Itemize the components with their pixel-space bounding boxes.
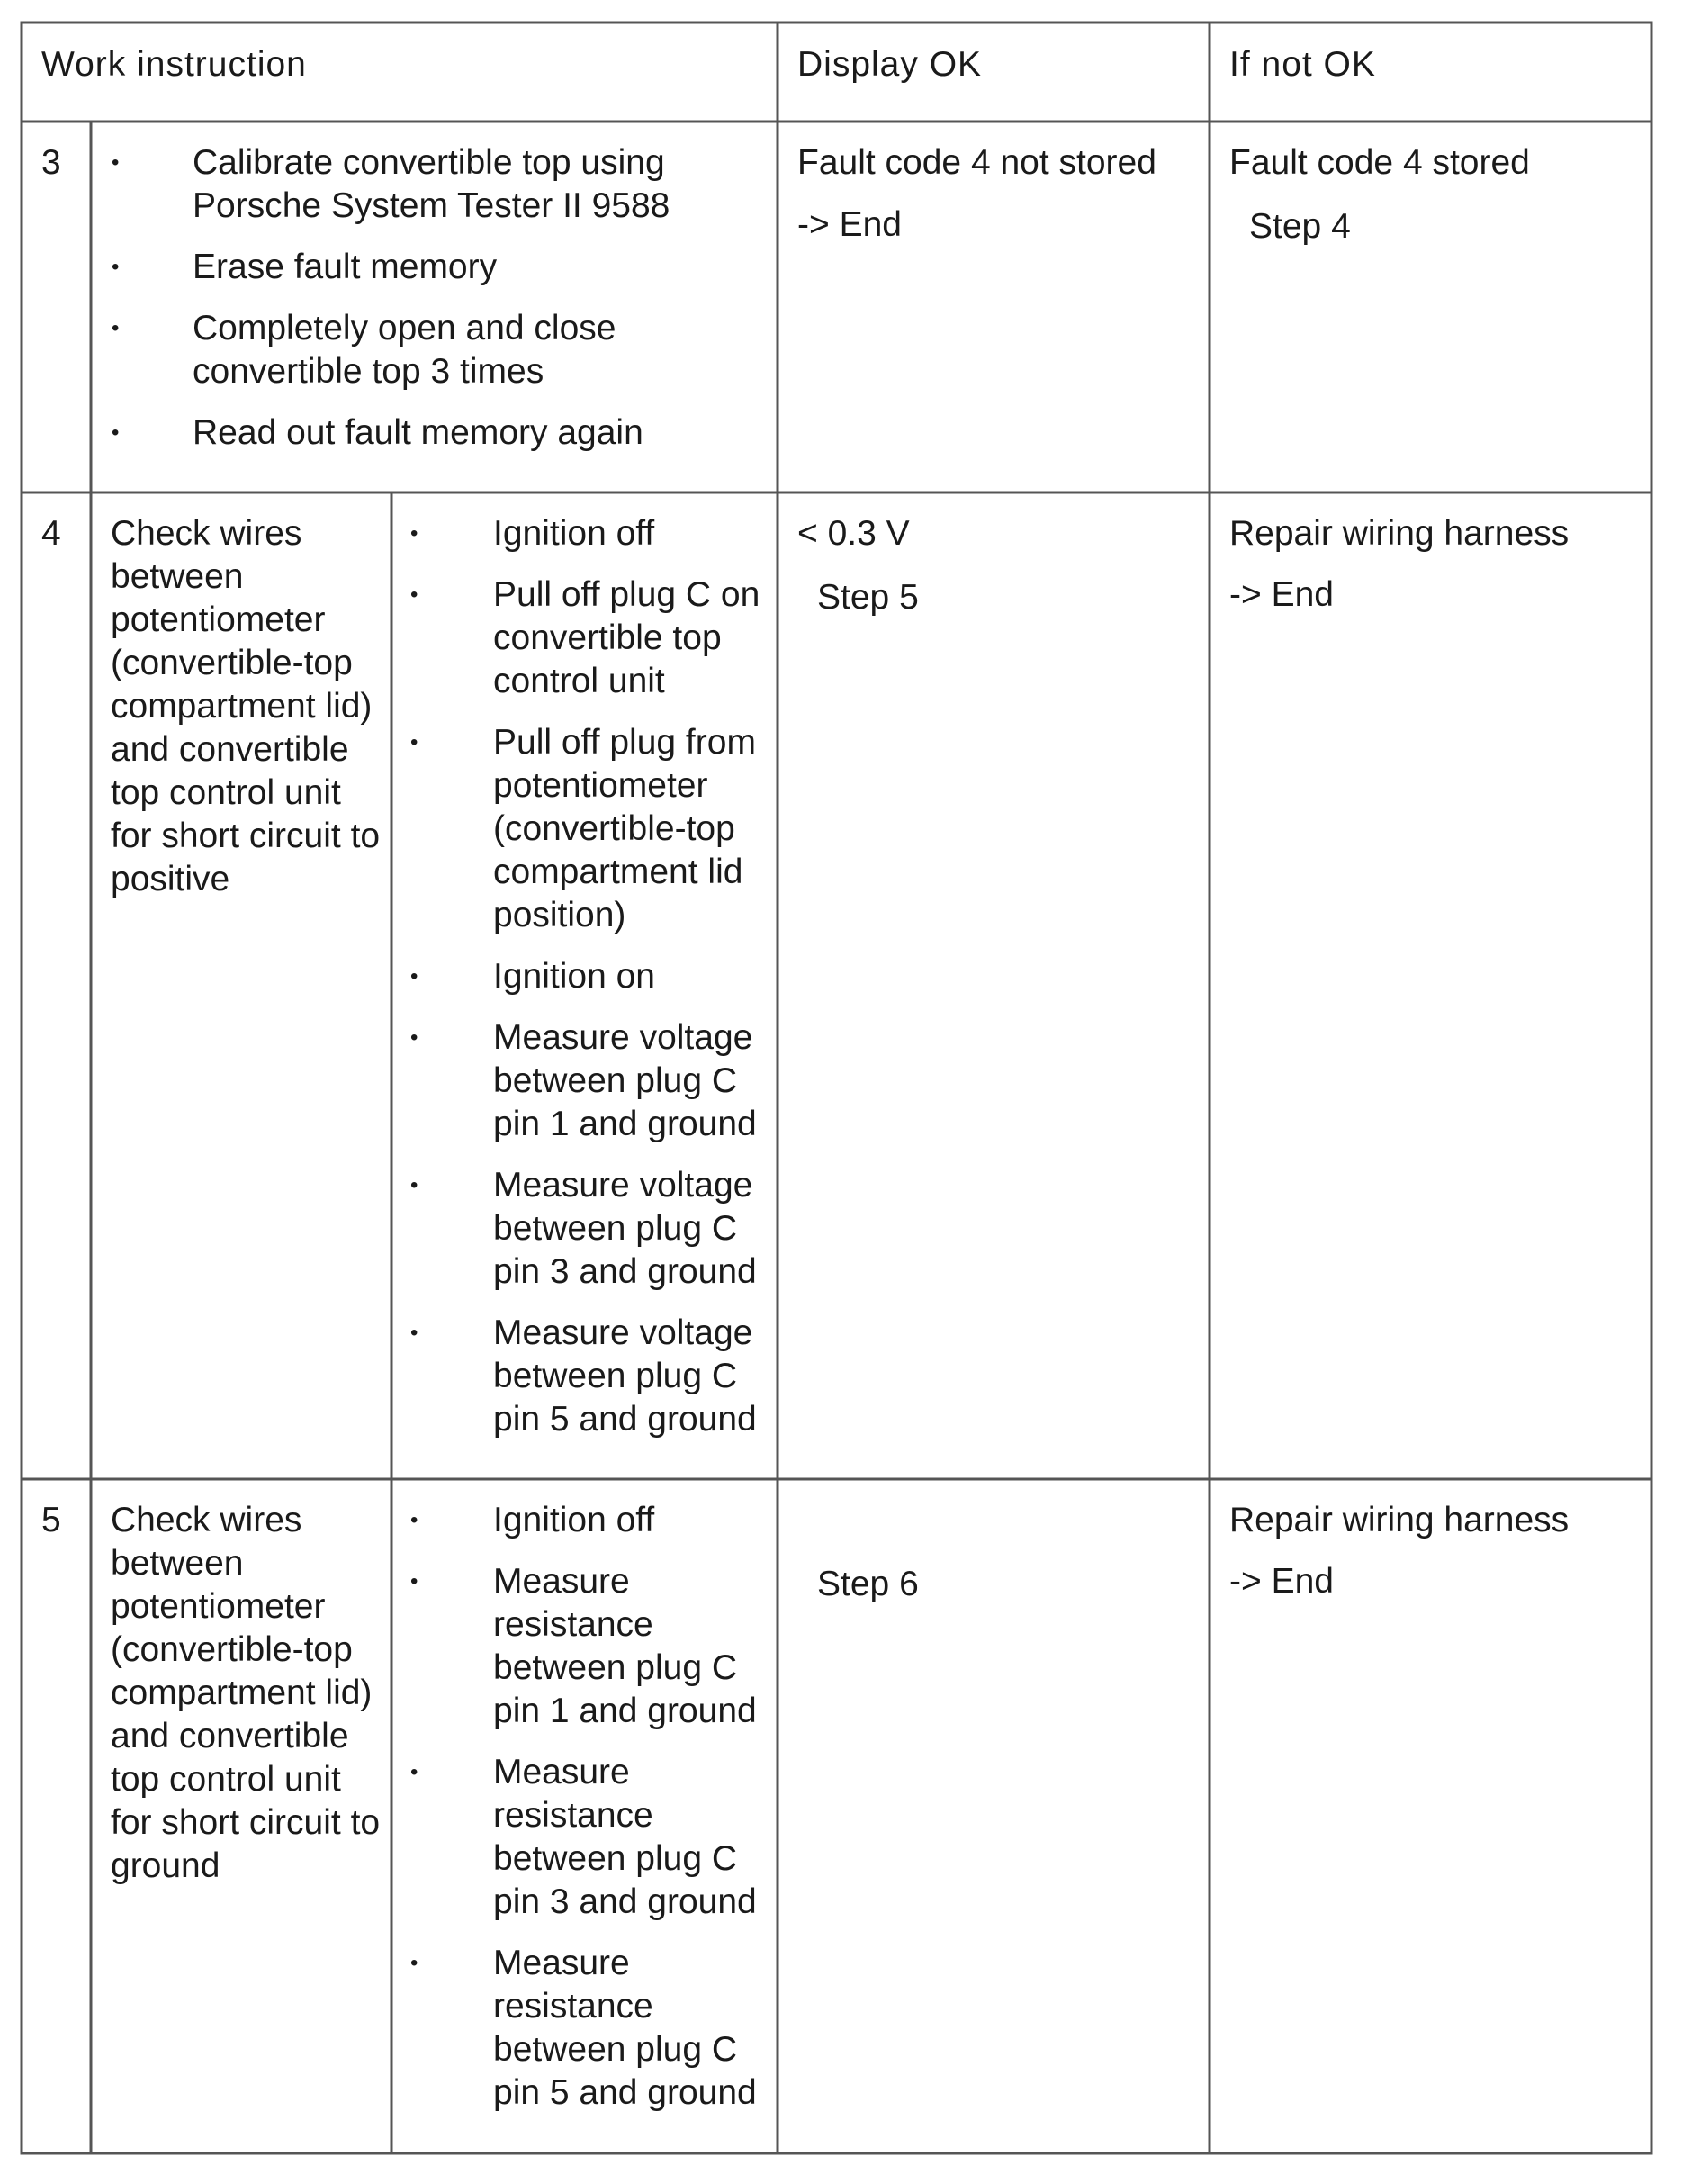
- not-ok-value: Repair wiring harness: [1229, 1501, 1570, 1539]
- check-description: Check wires between potentiometer (convertible-top compartment lid) and convertible top control unit for short circuit to ground: [111, 1501, 381, 1885]
- list-item: • Ignition off: [493, 512, 763, 555]
- display-ok-value: Fault code 4 not stored: [797, 143, 1156, 182]
- header-display-ok: Display OK: [797, 45, 983, 84]
- action-list: [493, 1499, 763, 2133]
- list-item: • Measure resistance between plug C pin 3 and ground: [493, 1751, 763, 1924]
- list-item: • Read out fault memory again: [193, 411, 751, 455]
- not-ok-value: Repair wiring harness: [1229, 514, 1570, 553]
- step-number: 4: [41, 514, 61, 553]
- list-item: • Measure resistance between plug C pin 5 and ground: [493, 1942, 763, 2115]
- header-if-not-ok: If not OK: [1229, 45, 1376, 84]
- display-ok-next: Step 6: [817, 1565, 919, 1603]
- list-item: • Calibrate convertible top using Porsche System Tester II 9588: [193, 141, 751, 228]
- list-item: • Erase fault memory: [193, 246, 751, 289]
- step-number: 5: [41, 1501, 61, 1539]
- list-item: • Ignition on: [493, 955, 763, 998]
- list-item: • Measure resistance between plug C pin 1 and ground: [493, 1560, 763, 1733]
- display-ok-value: < 0.3 V: [797, 514, 910, 553]
- header-work-instruction: Work instruction: [41, 45, 307, 84]
- list-item: • Measure voltage between plug C pin 1 and ground: [493, 1016, 763, 1146]
- list-item: • Measure voltage between plug C pin 5 and ground: [493, 1312, 763, 1441]
- list-item: • Completely open and close convertible top 3 times: [193, 307, 751, 393]
- list-item: • Ignition off: [493, 1499, 763, 1542]
- list-item: • Pull off plug C on convertible top control unit: [493, 573, 763, 703]
- action-list: [193, 141, 751, 473]
- action-list: [493, 512, 763, 1459]
- display-ok-next: Step 5: [817, 578, 919, 617]
- not-ok-next: -> End: [1229, 575, 1334, 614]
- not-ok-next: -> End: [1229, 1562, 1334, 1601]
- list-item: • Pull off plug from potentiometer (convertible-top compartment lid position): [493, 721, 763, 937]
- check-description: Check wires between potentiometer (convertible-top compartment lid) and convertible top control unit for short circuit to positive: [111, 514, 381, 898]
- not-ok-next: Step 4: [1249, 207, 1351, 246]
- list-item: • Measure voltage between plug C pin 3 and ground: [493, 1164, 763, 1294]
- not-ok-value: Fault code 4 stored: [1229, 143, 1530, 182]
- step-number: 3: [41, 143, 61, 182]
- display-ok-next: -> End: [797, 205, 902, 244]
